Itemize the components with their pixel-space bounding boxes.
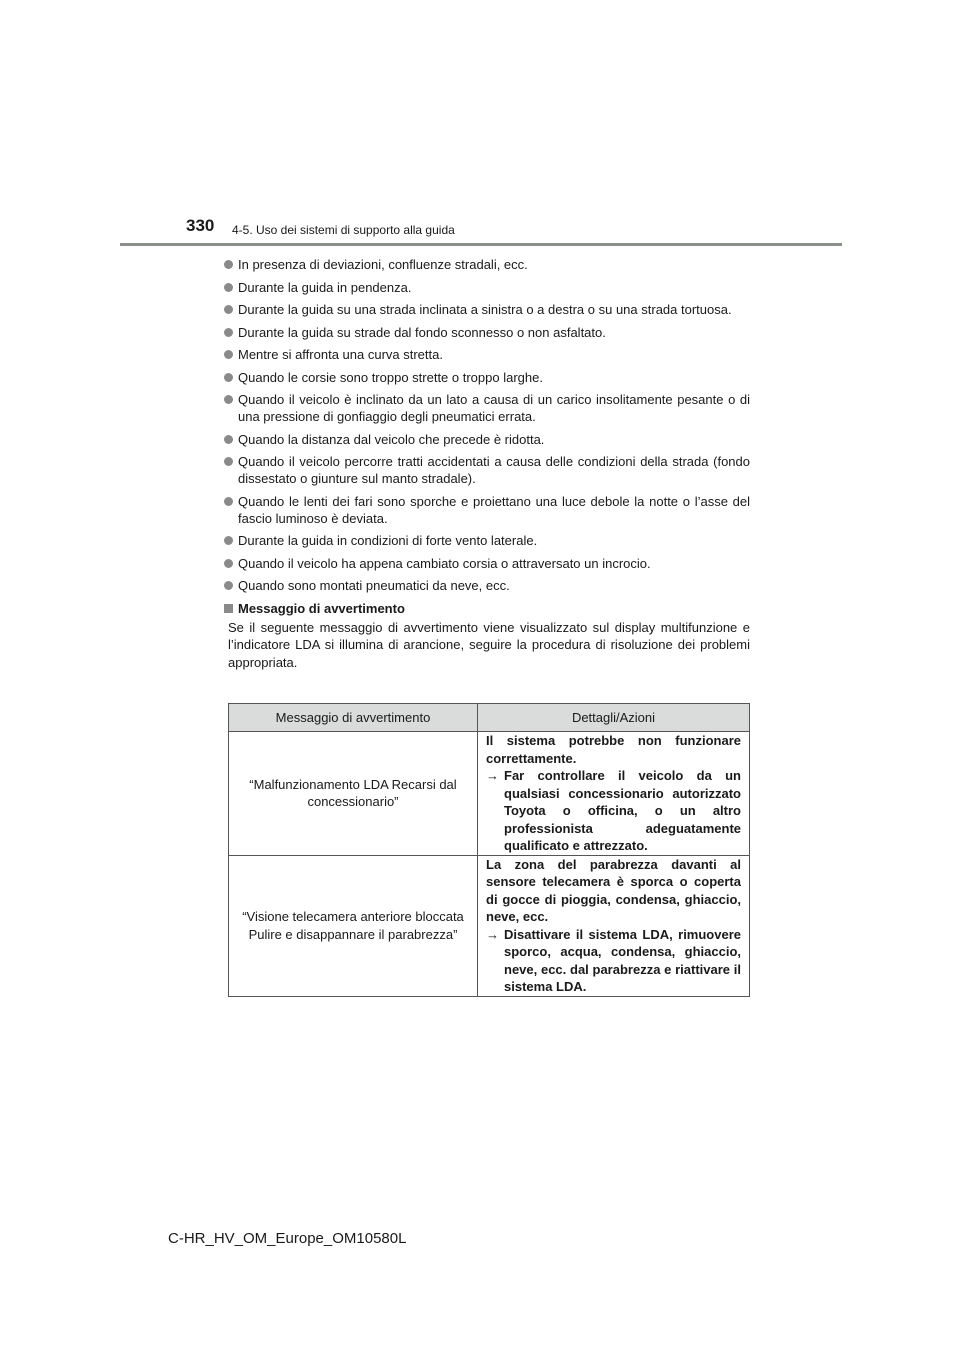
warning-message-cell: “Visione telecamera anteriore bloccata Pulire e disappannare il parabrezza” bbox=[229, 855, 478, 996]
bullet-icon bbox=[224, 328, 233, 337]
details-cell bbox=[478, 732, 750, 856]
list-item: Quando le lenti dei fari sono sporche e proiettano una luce debole la notte o l’asse del fascio luminoso è deviata. bbox=[223, 493, 750, 527]
list-item: Quando il veicolo percorre tratti accidentati a causa delle condizioni della strada (fondo dissestato o giunture sul manto stradale). bbox=[223, 453, 750, 487]
warning-intro: Se il seguente messaggio di avvertimento viene visualizzato sul display multifunzione e l’indicatore LDA si illumina di arancione, seguire la procedura di risoluzione dei problemi appropriata. bbox=[228, 619, 750, 670]
bullet-icon bbox=[224, 395, 233, 404]
content bbox=[223, 256, 750, 671]
list-item: Durante la guida su strade dal fondo sconnesso o non asfaltato. bbox=[223, 324, 750, 341]
bullet-icon bbox=[224, 283, 233, 292]
bullet-icon bbox=[224, 373, 233, 382]
table-header-row bbox=[229, 704, 750, 732]
list-item: Quando il veicolo è inclinato da un lato a causa di un carico insolitamente pesante o di una pressione di gonfiaggio degli pneumatici errata. bbox=[223, 391, 750, 425]
list-item: Durante la guida su una strada inclinata a sinistra o a destra o su una strada tortuosa. bbox=[223, 301, 750, 318]
bullet-icon bbox=[224, 350, 233, 359]
bullet-icon bbox=[224, 457, 233, 466]
details-cell bbox=[478, 855, 750, 996]
list-item: Quando le corsie sono troppo strette o troppo larghe. bbox=[223, 369, 750, 386]
list-item: Quando la distanza dal veicolo che precede è ridotta. bbox=[223, 431, 750, 448]
warning-message-cell: “Malfunzionamento LDA Recarsi dal concessionario” bbox=[229, 732, 478, 856]
bullet-icon bbox=[224, 305, 233, 314]
list-item: Durante la guida in condizioni di forte vento laterale. bbox=[223, 532, 750, 549]
arrow-right-icon: → bbox=[486, 768, 499, 783]
detail-text: La zona del parabrezza davanti al sensore telecamera è sporca o coperta di gocce di pioggia, condensa, ghiaccio, neve, ecc. bbox=[486, 856, 741, 924]
bullet-icon bbox=[224, 559, 233, 568]
list-item: Durante la guida in pendenza. bbox=[223, 279, 750, 296]
header-rule bbox=[120, 243, 842, 246]
bullet-icon bbox=[224, 497, 233, 506]
table-row bbox=[229, 732, 750, 856]
square-bullet-icon bbox=[224, 604, 233, 613]
list-item: Mentre si affronta una curva stretta. bbox=[223, 346, 750, 363]
list-item: In presenza di deviazioni, confluenze stradali, ecc. bbox=[223, 256, 750, 273]
action-text: → Far controllare il veicolo da un qualsiasi concessionario autorizzato Toyota o officina, o un altro professionista adeguatamente qualificato e attrezzato. bbox=[486, 768, 741, 853]
warning-table bbox=[228, 703, 750, 997]
list-item: Quando il veicolo ha appena cambiato corsia o attraversato un incrocio. bbox=[223, 555, 750, 572]
bullet-icon bbox=[224, 581, 233, 590]
table-row bbox=[229, 855, 750, 996]
column-header-details: Dettagli/Azioni bbox=[478, 704, 750, 732]
bullet-icon bbox=[224, 260, 233, 269]
detail-text: Il sistema potrebbe non funzionare correttamente. bbox=[486, 733, 741, 766]
arrow-right-icon: → bbox=[486, 926, 499, 942]
action-text: → Disattivare il sistema LDA, rimuovere sporco, acqua, condensa, ghiaccio, neve, ecc. dal parabrezza e riattivare il sistema LDA. bbox=[486, 926, 741, 994]
list-item: Quando sono montati pneumatici da neve, ecc. bbox=[223, 577, 750, 594]
condition-list bbox=[223, 256, 750, 594]
warning-subheading: Messaggio di avvertimento bbox=[223, 600, 750, 617]
bullet-icon bbox=[224, 536, 233, 545]
bullet-icon bbox=[224, 435, 233, 444]
section-title: 4-5. Uso dei sistemi di supporto alla guida bbox=[232, 223, 455, 237]
document-code: C-HR_HV_OM_Europe_OM10580L bbox=[168, 1230, 407, 1247]
column-header-message: Messaggio di avvertimento bbox=[229, 704, 478, 732]
page-number: 330 bbox=[186, 216, 215, 235]
